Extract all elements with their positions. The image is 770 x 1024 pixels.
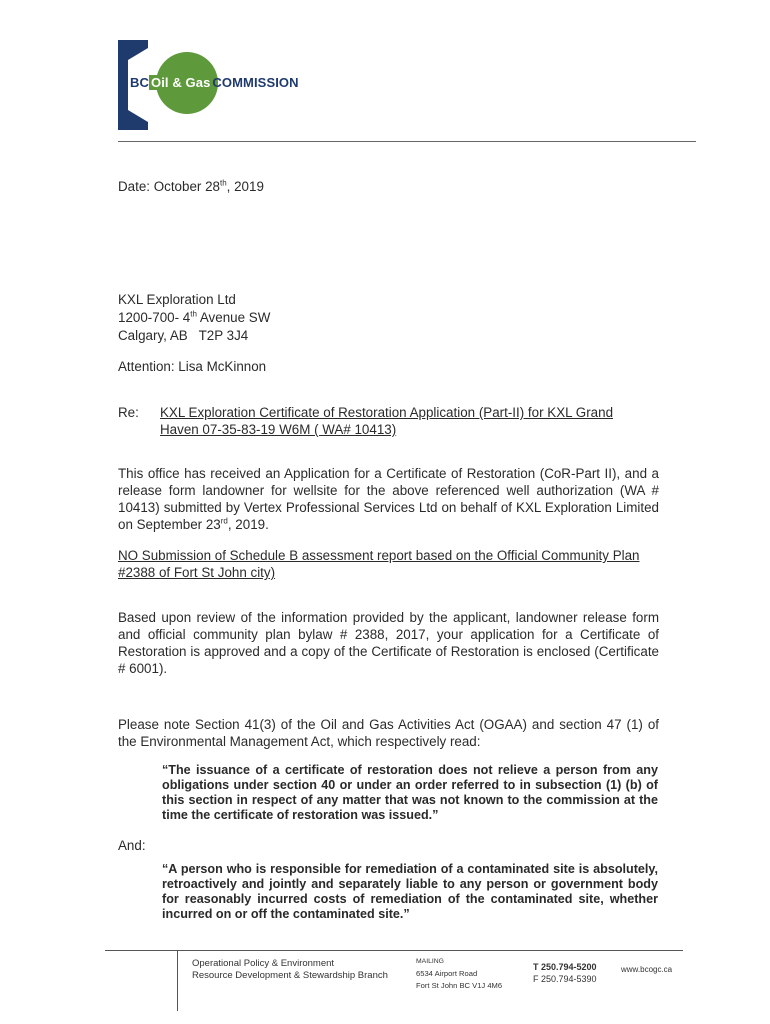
- quote-ogaa-section-41: “The issuance of a certificate of restoration does not relieve a person from any obligations under section 40 or under an order referred to in subsection (1) (b) of this section in respect of any matter that was not known to the commission at the time the certificate of restoration was issued.”: [162, 763, 658, 822]
- footer-mailing-address: MAILING 6534 Airport Road Fort St John BC V1J 4M6: [416, 958, 503, 990]
- and-label: And:: [118, 838, 146, 853]
- recipient-address: KXL Exploration Ltd 1200-700- 4th Avenue SW Calgary, AB T2P 3J4: [118, 292, 271, 343]
- bcogc-logo: BC Oil & Gas COMMISSION: [130, 75, 299, 90]
- header-divider: [118, 141, 696, 142]
- paragraph-approval: Based upon review of the information provided by the applicant, landowner release form and official community plan bylaw # 2388, 2017, your application for a Certificate of Restoration is approved and a copy of the Certificate of Restoration is enclosed (Certificate # 6001).: [118, 610, 659, 676]
- footer-divider: [105, 950, 683, 951]
- footer-contact-numbers: T 250.794-5200 F 250.794-5390: [533, 962, 597, 984]
- quote-ema-section-47: “A person who is responsible for remediation of a contaminated site is absolutely, retroactively and jointly and separately liable to any person or government body for reasonably incurred costs of remediation of the contaminated site, whether incurred on or off the contaminated site.”: [162, 862, 658, 921]
- attention-line: Attention: Lisa McKinnon: [118, 359, 267, 374]
- re-label: Re:: [118, 405, 139, 420]
- notice-schedule-b: NO Submission of Schedule B assessment report based on the Official Community Plan #2388 of Fort St John city): [118, 548, 640, 580]
- footer-department: Operational Policy & Environment Resource Development & Stewardship Branch: [192, 958, 388, 981]
- footer-vertical-rule: [177, 951, 178, 1011]
- footer-website[interactable]: www.bcogc.ca: [621, 965, 673, 974]
- letter-date: Date: October 28th, 2019: [118, 178, 264, 194]
- paragraph-application: This office has received an Application for a Certificate of Restoration (CoR-Part II), and a release form landowner for wellsite for the above referenced well authorization (WA # 10413) submitted by Vertex Professional Services Ltd on behalf of KXL Exploration Limited on September 23rd, 2019.: [118, 466, 659, 532]
- paragraph-legislation: Please note Section 41(3) of the Oil and Gas Activities Act (OGAA) and section 47 (1) of the Environmental Management Act, which respectively read:: [118, 717, 659, 749]
- subject-line: KXL Exploration Certificate of Restoration Application (Part-II) for KXL Grand Haven 07-35-83-19 W6M ( WA# 10413): [160, 405, 614, 437]
